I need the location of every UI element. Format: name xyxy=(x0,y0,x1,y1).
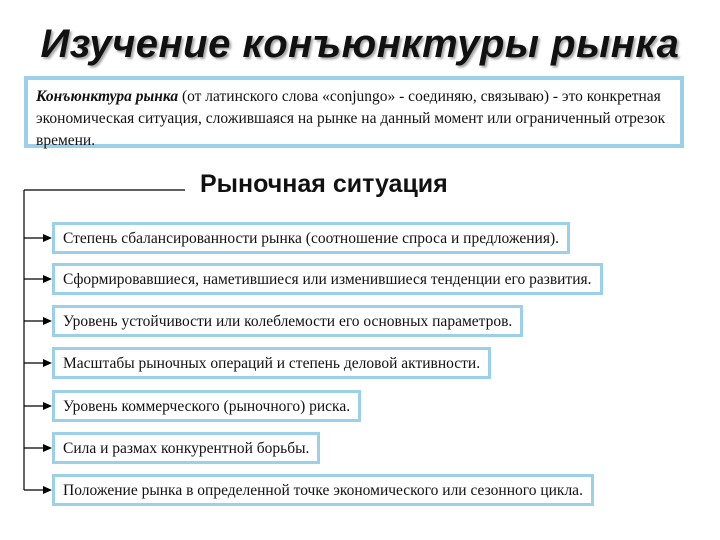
arrow-group xyxy=(24,234,52,494)
arrow-head-6 xyxy=(43,444,52,452)
arrow-head-2 xyxy=(43,275,52,283)
definition-text: (от латинского слова «conjungo» - соединяю, связываю) - это конкретная экономическая ситуация, сложившаяся на рынке на данный момент или ограниченный отрезок времени. xyxy=(36,88,666,149)
arrow-head-7 xyxy=(43,486,52,494)
situation-item-5: Уровень коммерческого (рыночного) риска. xyxy=(52,390,361,422)
situation-item-3: Уровень устойчивости или колеблемости его основных параметров. xyxy=(52,305,523,337)
arrow-head-3 xyxy=(43,317,52,325)
situation-item-1: Степень сбалансированности рынка (соотношение спроса и предложения). xyxy=(52,222,570,254)
situation-item-2: Сформировавшиеся, наметившиеся или изменившиеся тенденции его развития. xyxy=(52,263,603,295)
situation-item-7: Положение рынка в определенной точке экономического или сезонного цикла. xyxy=(52,474,594,506)
slide-title: Изучение конъюнктуры рынка xyxy=(40,22,680,66)
definition-term: Конъюнктура рынка xyxy=(36,88,179,105)
arrow-head-4 xyxy=(43,359,52,367)
situation-item-4: Масштабы рыночных операций и степень деловой активности. xyxy=(52,347,491,379)
arrow-head-5 xyxy=(43,402,52,410)
situation-item-6: Сила и размах конкурентной борьбы. xyxy=(52,432,320,464)
arrow-head-1 xyxy=(43,234,52,242)
section-subtitle: Рыночная ситуация xyxy=(200,170,448,198)
